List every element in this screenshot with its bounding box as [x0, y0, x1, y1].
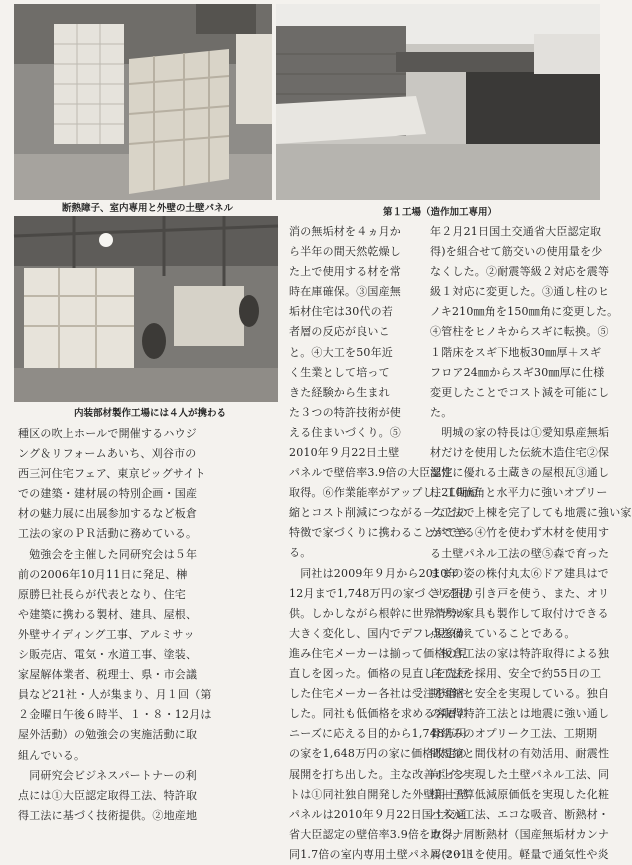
- text-line: ができる④竹を使わず木材を使用す: [430, 526, 610, 540]
- text-line: ング＆リフォームあいち、刈谷市の: [18, 447, 197, 461]
- text-line: ニーズに応える目的から1,748万円: [289, 727, 467, 741]
- text-line: 外壁サイディング工事、アルミサッ: [18, 627, 195, 641]
- text-line: ら半年の間天然乾燥し: [289, 245, 401, 259]
- text-line: シ販売店、電気・水道工事、塗装、: [18, 648, 198, 662]
- text-line: パネルで壁倍率3.9倍の大臣認定: [289, 466, 453, 480]
- photo3-caption: 内装部材製作工場には４人が携わる: [74, 408, 227, 419]
- text-line: フロア24㎜からスギ30㎜厚に仕様: [430, 365, 605, 379]
- text-line: ④管柱をヒノキからスギに転換。⑤: [430, 325, 609, 339]
- text-line: 取得。⑥作業能率がアップし、工期短: [289, 486, 479, 500]
- text-line: 同1.7倍の室内専用土壁パネル(2011: [289, 847, 475, 861]
- text-line: した。同社も低価格を求める客層の: [289, 707, 469, 721]
- text-line: 材の魅力展に出展参加するなど板倉: [18, 507, 198, 521]
- text-line: 同社は2009年９月から2010年: [289, 566, 459, 580]
- text-line: 種区の吹上ホールで開催するハウジ: [18, 427, 197, 440]
- text-line: た３つの特許技術が使: [289, 405, 401, 419]
- text-line: た。: [430, 405, 453, 419]
- text-line: 2010年９月22日土壁: [289, 446, 400, 459]
- text-line: した住宅メーカー各社は受注を増や: [289, 687, 468, 701]
- text-line: 向上を実現した土壁パネル工法、同: [430, 767, 610, 781]
- text-line: 柱210㎜角と水平力に強いオプリー: [430, 486, 608, 500]
- text-line: 時在庫確保。③国産無: [289, 285, 401, 299]
- text-line: 年２月21日国土交通省大臣認定取: [430, 225, 602, 238]
- text-line: きる限り引き戸を使う、また、オリ: [430, 586, 610, 600]
- text-line: 大きく変化し、国内でデフレ現象が: [289, 626, 468, 640]
- text-line: 者層の反応が良いこ: [289, 325, 390, 339]
- text-line: 屑マットを使用。軽量で通気性や炎: [430, 847, 609, 861]
- text-column-3: [430, 222, 632, 865]
- text-column-1: [18, 424, 276, 826]
- text-line: 期短縮と安全を実現している。独自: [430, 687, 610, 701]
- text-line: 得)を組合せて筋交いの使用量を少: [430, 245, 603, 259]
- text-line: なくした。②耐震等級２対応を震等: [430, 265, 610, 279]
- text-line: 縮とコスト削減につながる－などの: [289, 506, 468, 520]
- text-line: 供。しかしながら根幹に世界情勢が: [289, 606, 469, 620]
- text-line: 原勝巳社長らが代表となり、住宅: [18, 587, 186, 601]
- text-column-2-top: [289, 222, 406, 443]
- text-line: 様＋予算低減原価低を実現した化粧: [430, 787, 610, 801]
- text-line: 省大臣認定の壁倍率3.9倍を取得。: [289, 827, 464, 841]
- text-line: 板倉工法の家は特許取得による独: [430, 646, 610, 660]
- text-line: 材だけを使用した伝統木造住宅②保: [430, 446, 610, 460]
- text-line: 特徴で家づくりに携わることができ: [289, 526, 469, 540]
- text-line: の取得特許工法とは地震に強い通し: [430, 707, 610, 721]
- text-line: 工法の家のＰＲ活動に務めている。: [18, 527, 198, 541]
- text-line: と。④大工を50年近: [289, 345, 393, 359]
- text-line: 西三河住宅フェア、東京ビッグサイト: [18, 467, 206, 481]
- photo2-caption: 第１工場（造作加工専用）: [383, 207, 498, 218]
- text-line: １階床をスギ下地板30㎜厚＋スギ: [430, 345, 602, 359]
- text-line: 勉強会を主催した同研究会は５年: [18, 547, 198, 561]
- text-line: パネル工法、エコな吸音、断熱材・: [430, 807, 610, 821]
- text-line: 変更したことでコスト減を可能にし: [430, 385, 610, 399]
- text-line: える住まいづくり。⑤: [289, 425, 401, 439]
- text-line: 家屋解体業者、税理士、県・市会議: [18, 668, 198, 682]
- text-line: 直しを図った。価格の見直しを先行: [289, 667, 469, 681]
- text-line: ２金曜日午後６時半、１・８・12月は: [18, 708, 212, 722]
- text-line: での建築・建材展の特別企画・国産: [18, 487, 198, 501]
- text-line: ノキ210㎜角を150㎜角に変更した。: [430, 305, 619, 319]
- text-line: 展開を打ち出した。主な改善ポイン: [289, 767, 469, 781]
- text-line: ままの姿の株付丸太⑥ドア建具はで: [430, 566, 609, 580]
- photo-factory-exterior: [276, 4, 600, 200]
- text-line: 自工法を採用、安全で約55日の工: [430, 667, 602, 681]
- text-line: 級１対応に変更した。③通し柱のヒ: [430, 285, 610, 299]
- text-line: 点を備えていることである。: [430, 626, 576, 640]
- text-line: る。: [289, 546, 312, 560]
- text-line: 12月まで1,748万円の家づくりを提: [289, 586, 471, 600]
- text-line: 消の無垢材を４ヵ月か: [289, 225, 401, 238]
- text-line: た上で使用する材を常: [289, 265, 401, 279]
- text-line: 組んでいる。: [18, 748, 86, 762]
- text-column-2-bottom: [289, 443, 479, 865]
- photo-earthen-wall-panels: [14, 4, 272, 200]
- text-line: カンナ屑断熱材（国産無垢材カンナ: [430, 827, 610, 841]
- text-line: く生業として培って: [289, 365, 390, 379]
- text-line: 骨組みのオプリーク工法、工期期: [430, 727, 598, 741]
- text-line: 同研究会ビジネスパートナーの利: [18, 768, 197, 782]
- text-line: の家を1,648万円の家に価格改定の: [289, 747, 468, 761]
- text-line: 点には①大臣認定取得工法、特許取: [18, 788, 198, 802]
- text-line: 明城の家の特長は①愛知県産無垢: [430, 425, 610, 439]
- photo-workshop-interior: [14, 216, 278, 402]
- text-line: トは①同社独自開発した外壁用土壁: [289, 787, 469, 801]
- text-line: や建築に携わる製材、建具、屋根、: [18, 607, 198, 621]
- text-line: パネルは2010年９月22日国土交通: [289, 807, 467, 821]
- text-line: 屋外活動）の勉強会の実施活動に取: [18, 728, 198, 742]
- text-line: 進み住宅メーカーは揃って価格の見: [289, 646, 468, 660]
- text-line: ジナル家具も製作して取付けできる: [430, 606, 609, 620]
- text-line: 得工法に基づく技術提供。②地産地: [18, 808, 198, 822]
- text-line: 員など21社・人が集まり、月１回（第: [18, 688, 212, 702]
- text-line: る土壁パネル工法の壁⑤森で育った: [430, 546, 610, 560]
- text-line: 垢材住宅は30代の若: [289, 305, 393, 319]
- text-line: ク工法で上棟を完了しても地震に強い家: [430, 506, 632, 520]
- photo1-caption: 断熱障子、室内専用と外壁の土壁パネル: [62, 203, 234, 214]
- text-line: きた経験から生まれ: [289, 385, 390, 399]
- text-line: 前の2006年10月11日に発足、榊: [18, 567, 188, 581]
- text-line: 間短縮と間伐材の有効活用、耐震性: [430, 747, 610, 761]
- text-line: 湿性に優れる土蔵きの屋根瓦③通し: [430, 466, 610, 480]
